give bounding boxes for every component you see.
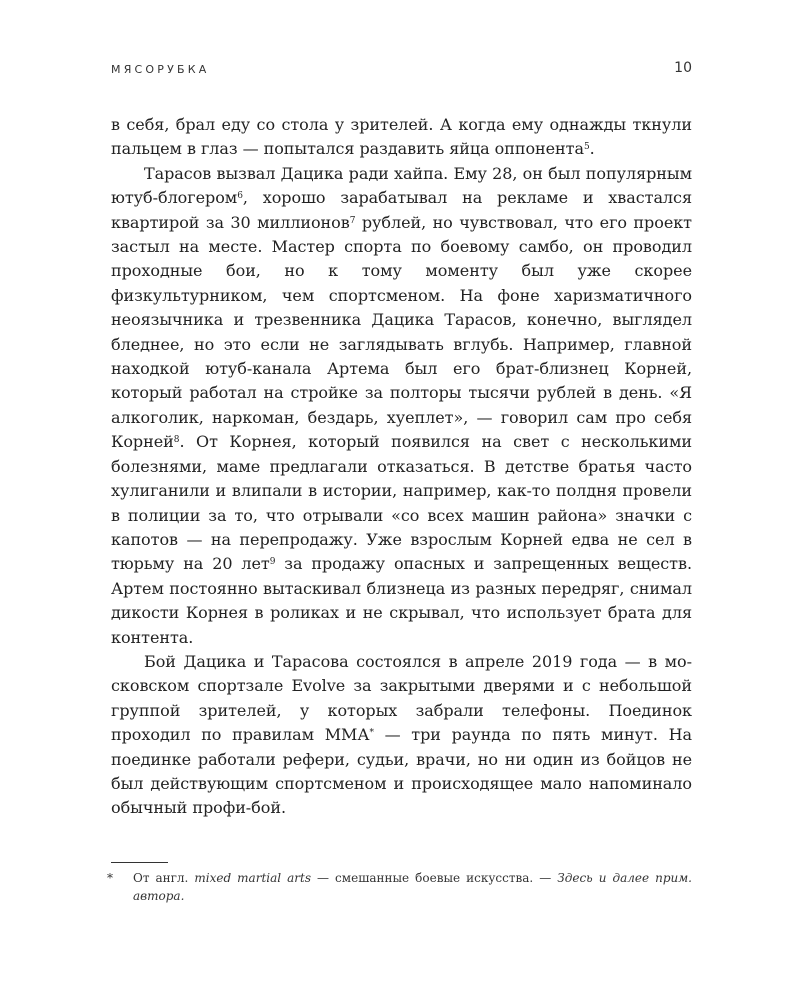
paragraph-2: [111, 162, 692, 650]
paragraph-1: [111, 113, 692, 162]
text-run: . От Корнея, который появился на свет с несколькими болезнями, маме предлагали отказаться. В детстве братья часто хулиганили и влипали в истории, например, как-то полдня провели в полиции за то, что отрывали «со всех машин района» значки с капотов — на перепродажу. Уже взрослым Корней едва не сел в тюрьму на 20 лет: [111, 432, 692, 574]
text-run: , хорошо зарабатывал на рекламе и хвастался квартирой за 30 миллионов: [111, 188, 692, 232]
text-run: Бой Дацика и Тарасова состоялся в апреле 2019 года — в московском спортзале Evolve за закрытыми дверями и с небольшой группой зрителей, у которых забрали телефоны. Поединок проходил по правилам ММА: [111, 651, 692, 745]
text-run: .: [589, 139, 595, 159]
footnote-term: mixed martial arts: [194, 871, 311, 885]
page-number: 10: [674, 60, 692, 76]
footnote-text: [111, 869, 692, 905]
footnote-ref-6: 6: [237, 191, 243, 202]
text-run: Тарасов вызвал Дацика ради хайпа. Ему 28, он был популярным ютуб-блогером: [111, 163, 692, 208]
footnote-ref-7: 7: [349, 215, 356, 226]
footnote-middle: — смешанные боевые искусства. —: [311, 871, 558, 885]
text-run: в себя, брал еду со стола у зрителей. А когда ему однажды ткнули пальцем в глаз — попытался раздавить яйца оппонента: [111, 115, 692, 159]
text-run: — три раунда по пять минут. На поединке работали рефери, судьи, врачи, но ни один из бойцов не был действующим спортсменом и происходящее мало напоминало обычный профи-бой.: [111, 725, 692, 818]
paragraph-3: [111, 650, 692, 821]
body-text: [111, 113, 692, 821]
footnote-ref-asterisk: *: [369, 728, 374, 739]
footnote-prefix: От англ.: [133, 871, 195, 885]
text-run: рублей, но чувствовал, что его проект застыл на месте. Мастер спорта по боевому самбо, он проводил проходные бои, но к тому моменту был уже скорее физкультурником, чем спортсменом. На фоне харизматичного неоязычника и трезвенника Дацика Тарасов, конечно, выглядел бледнее, но это если не заглядывать вглубь. Например, главной находкой ютуб-канала Артема был его брат-близнец Корней, который работал на стройке за полторы тысячи рублей в день. «Я алкоголик, наркоман, бездарь, хуеплет», — говорил сам про себя Корней: [111, 212, 692, 452]
footnote-ref-9: 9: [269, 557, 276, 568]
footnote-author-note: Здесь и далее прим. автора.: [133, 871, 692, 903]
footnote-ref-5: 5: [583, 142, 590, 153]
text-run: за продажу опасных и запрещенных веществ. Артем постоянно вытаскивал близнеца из разных передряг, снимал дикости Корнея в роликах и не скрывал, что использует брата для контента.: [111, 554, 692, 647]
running-title: МЯСОРУБКА: [111, 63, 210, 76]
footnote: [107, 869, 692, 905]
footnote-divider: [111, 862, 168, 863]
footnote-ref-8: 8: [173, 435, 180, 446]
footnote-mark: *: [107, 871, 113, 885]
